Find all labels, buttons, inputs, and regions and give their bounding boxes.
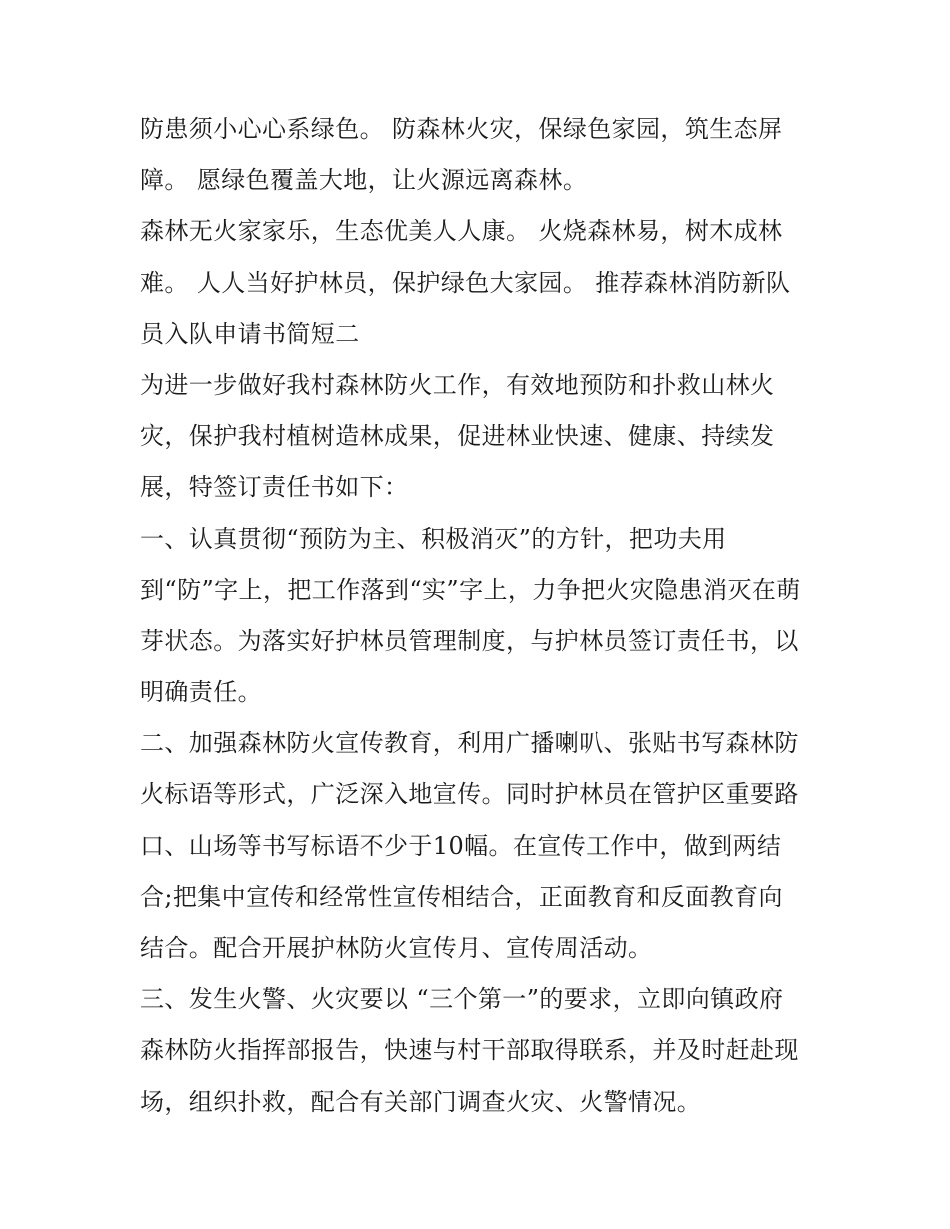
text-line: 展，特签订责任书如下： (140, 473, 409, 502)
text-line: 结合。配合开展护林防火宣传月、宣传周活动。 (140, 934, 653, 962)
text-line: 森林无火家家乐，生态优美人人康。 火烧森林易，树木成林 (140, 217, 783, 246)
text-line: 合;把集中宣传和经常性宣传相结合，正面教育和反面教育向 (140, 882, 783, 911)
text-line: 森林防火指挥部报告，快速与村干部取得联系，并及时赶赴现 (140, 1036, 799, 1065)
text-line: 为进一步做好我村森林防火工作，有效地预防和扑救山林火 (140, 370, 775, 399)
text-line: 明确责任。 (140, 678, 262, 707)
text-line: 芽状态。为落实好护林员管理制度，与护林员签订责任书，以 (140, 626, 799, 655)
text-line: 到“防”字上，把工作落到“实”字上，力争把火灾隐患消灭在萌 (140, 575, 801, 604)
text-line: 防患须小心心系绿色。 防森林火灾，保绿色家园，筑生态屏 (140, 115, 783, 143)
text-line: 员入队申请书简短二 (140, 319, 360, 348)
text-line: 场，组织扑救，配合有关部门调查火灾、火警情况。 (140, 1087, 702, 1116)
text-line: 障。 愿绿色覆盖大地，让火源远离森林。 (140, 166, 588, 195)
text-line: 火标语等形式，广泛深入地宣传。同时护林员在管护区重要路 (140, 780, 799, 809)
text-line: 口、山场等书写标语不少于10幅。在宣传工作中，做到两结 (140, 831, 782, 860)
document-body (140, 104, 820, 1128)
text-line: 灾，保护我村植树造林成果，促进林业快速、健康、持续发 (140, 422, 775, 451)
text-line: 二、加强森林防火宣传教育，利用广播喇叭、张贴书写森林防 (140, 729, 799, 758)
text-line: 三、发生火警、火灾要以 “三个第一”的要求，立即向镇政府 (140, 985, 784, 1014)
text-line: 一、认真贯彻“预防为主、积极消灭”的方针，把功夫用 (140, 524, 727, 553)
text-line: 难。 人人当好护林员，保护绿色大家园。 推荐森林消防新队 (140, 268, 791, 297)
